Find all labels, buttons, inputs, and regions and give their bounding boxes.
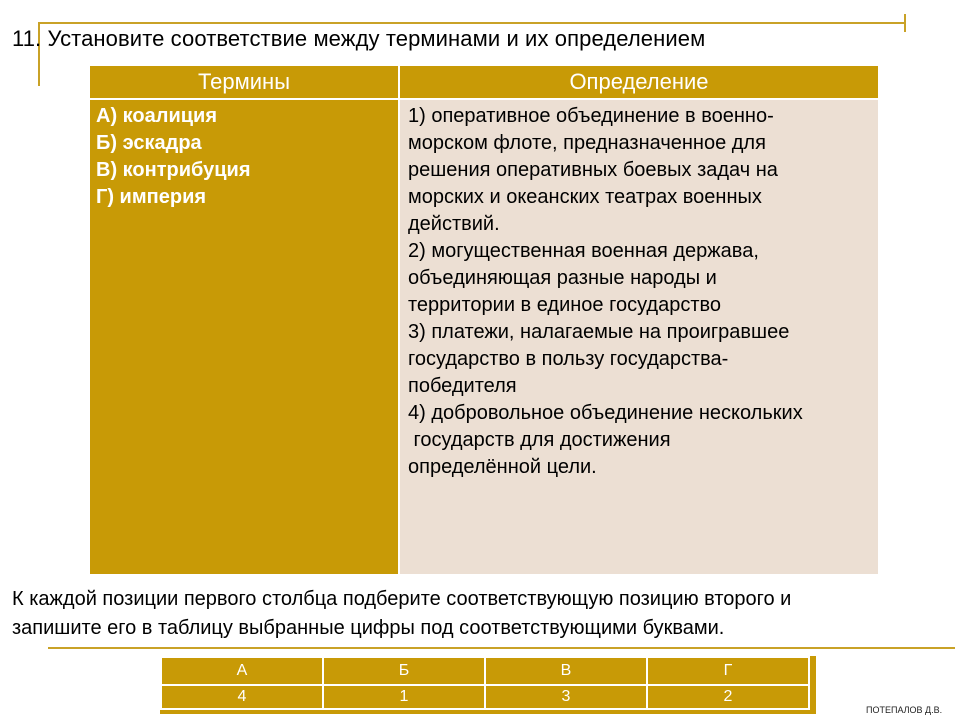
definition-line: территории в единое государство bbox=[408, 294, 722, 316]
terms-cell bbox=[89, 99, 399, 575]
answer-table-wrapper bbox=[160, 656, 816, 714]
answer-table bbox=[160, 656, 810, 710]
definition-line: государство в пользу государства- bbox=[408, 348, 729, 370]
term-item: Г) империя bbox=[96, 186, 207, 208]
answer-value: 1 bbox=[323, 685, 485, 709]
answer-letter: Б bbox=[323, 657, 485, 685]
answer-value: 3 bbox=[485, 685, 647, 709]
definition-line: государств для достижения bbox=[408, 429, 671, 451]
header-terms: Термины bbox=[89, 65, 399, 99]
answer-letter: Г bbox=[647, 657, 809, 685]
decorative-top-line bbox=[38, 22, 904, 24]
answer-letter: В bbox=[485, 657, 647, 685]
term-item: Б) эскадра bbox=[96, 132, 202, 154]
instruction-text bbox=[12, 585, 957, 643]
terms-definitions-table bbox=[88, 64, 880, 576]
definition-line: 2) могущественная военная держава, bbox=[408, 240, 759, 262]
definitions-cell bbox=[399, 99, 879, 575]
answer-value: 2 bbox=[647, 685, 809, 709]
term-item: В) контрибуция bbox=[96, 159, 251, 181]
answer-letter: А bbox=[161, 657, 323, 685]
author-credit: ПОТЕПАЛОВ Д.В. bbox=[866, 705, 943, 715]
definition-line: определённой цели. bbox=[408, 456, 597, 478]
term-item: А) коалиция bbox=[96, 105, 218, 127]
definition-line: решения оперативных боевых задач на bbox=[408, 159, 778, 181]
instruction-line: запишите его в таблицу выбранные цифры под соответствующими буквами. bbox=[12, 617, 725, 639]
definition-line: 1) оперативное объединение в военно- bbox=[408, 105, 774, 127]
header-definition: Определение bbox=[399, 65, 879, 99]
definition-line: победителя bbox=[408, 375, 517, 397]
decorative-bottom-line bbox=[48, 647, 955, 649]
instruction-line: К каждой позиции первого столбца подберите соответствующую позицию второго и bbox=[12, 588, 792, 610]
decorative-right-tick bbox=[904, 14, 906, 32]
definition-line: объединяющая разные народы и bbox=[408, 267, 717, 289]
page-title: 11. Установите соответствие между терминами и их определением bbox=[12, 26, 706, 51]
answer-value: 4 bbox=[161, 685, 323, 709]
definition-line: морском флоте, предназначенное для bbox=[408, 132, 766, 154]
definition-line: действий. bbox=[408, 213, 500, 235]
definition-line: морских и океанских театрах военных bbox=[408, 186, 762, 208]
definition-line: 4) добровольное объединение нескольких bbox=[408, 402, 803, 424]
definition-line: 3) платежи, налагаемые на проигравшее bbox=[408, 321, 790, 343]
